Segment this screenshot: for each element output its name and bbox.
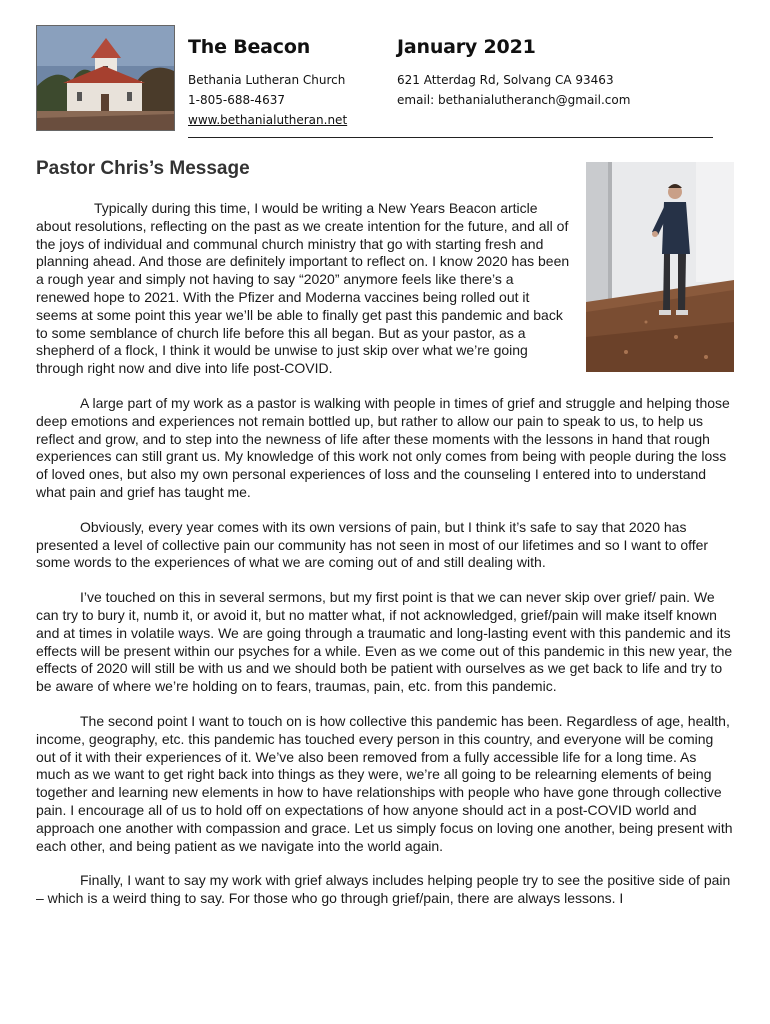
phone-number: 1-805-688-4637 (188, 93, 285, 107)
article-paragraph: Obviously, every year comes with its own versions of pain, but I think it’s safe to say that 2020 has presented a level of collective pain our community has not seen in most of our lifetimes and so I want to offer some words to the experiences of what we are coming out of and still dealing with. (36, 518, 709, 571)
article-body (36, 200, 734, 925)
article-heading: Pastor Chris’s Message (36, 158, 250, 179)
article-paragraph: I’ve touched on this in several sermons, but my first point is that we can never skip over grief/ pain. We can try to bury it, numb it, or avoid it, but no matter what, if not acknowledged, grief/pain will make itself known and at times in volatile ways. We are going through a traumatic and long-lasting event with this pandemic and its effects will be present within our psyches for a while. Even as we come out of this pandemic in this new year, the effects of 2020 will still be with us and we should both be patient with ourselves as we get back to life and try to be aware of where we’re holding on to fears, traumas, pain, etc. from this pandemic. (36, 589, 733, 695)
church-email: email: bethanialutheranch@gmail.com (397, 93, 631, 107)
article-paragraph: A large part of my work as a pastor is walking with people in times of grief and struggle and helping those deep emotions and experiences not remain bottled up, but rather to allow our pain to speak to us, to help us reflect and grow, and to step into the newness of life after these moments with the lessons in hand that rough experiences can still grant us. My knowledge of this work not only comes from being with people during the loss of loved ones, but also my own personal experiences of loss and the counseling I entered into to understand what pain and grief has taught me. (36, 394, 730, 500)
article-paragraph: Typically during this time, I would be writing a New Years Beacon article about resolutions, reflecting on the past as we create intention for the future, and all of the joys of individual and communal church ministry that go with starting fresh and planning ahead. And those are definitely important to reflect on. I know 2020 has been a rough year and simply not having to say “2020” anymore feels like there’s a renewed hope to 2021. With the Pfizer and Moderna vaccines being rolled out it seems at some point this year we’ll be able to finally get past this pandemic and back to some semblance of church life before this all began. But as your pastor, as a shepherd of a flock, I think it would be unwise to just skip over what we’re going through right now and dive into life post-COVID. (36, 200, 570, 377)
masthead-left (188, 36, 347, 130)
church-address: 621 Atterdag Rd, Solvang CA 93463 (397, 73, 614, 87)
newsletter-title: The Beacon (188, 36, 311, 58)
church-photo (36, 25, 175, 131)
masthead-right (397, 36, 630, 110)
website-link[interactable]: www.bethanialutheran.net (188, 113, 348, 127)
church-name: Bethania Lutheran Church (188, 73, 346, 87)
article-paragraph: The second point I want to touch on is how collective this pandemic has been. Regardless of age, health, income, geography, etc. this pandemic has touched every person in this country, and everyone will be coming out of it with their experiences of it. We’ve also been removed from a fully accessible life for a long time. As much as we want to get right back into things as they were, we’re all going to be relearning elements of being together and learning new elements in how to have relationships with people who have gone through collective pain. I encourage all of us to hold off on expectations of how anyone should act in a post-COVID world and approach one another with compassion and grace. Let us simply focus on loving one another, being present with each other, and being patient as we navigate into the world again. (36, 712, 733, 854)
masthead-divider (188, 137, 713, 138)
article-paragraph: Finally, I want to say my work with grief always includes helping people try to see the positive side of pain – which is a weird thing to say. For those who go through grief/pain, there are always lessons. I (36, 872, 731, 907)
issue-date: January 2021 (397, 36, 536, 58)
